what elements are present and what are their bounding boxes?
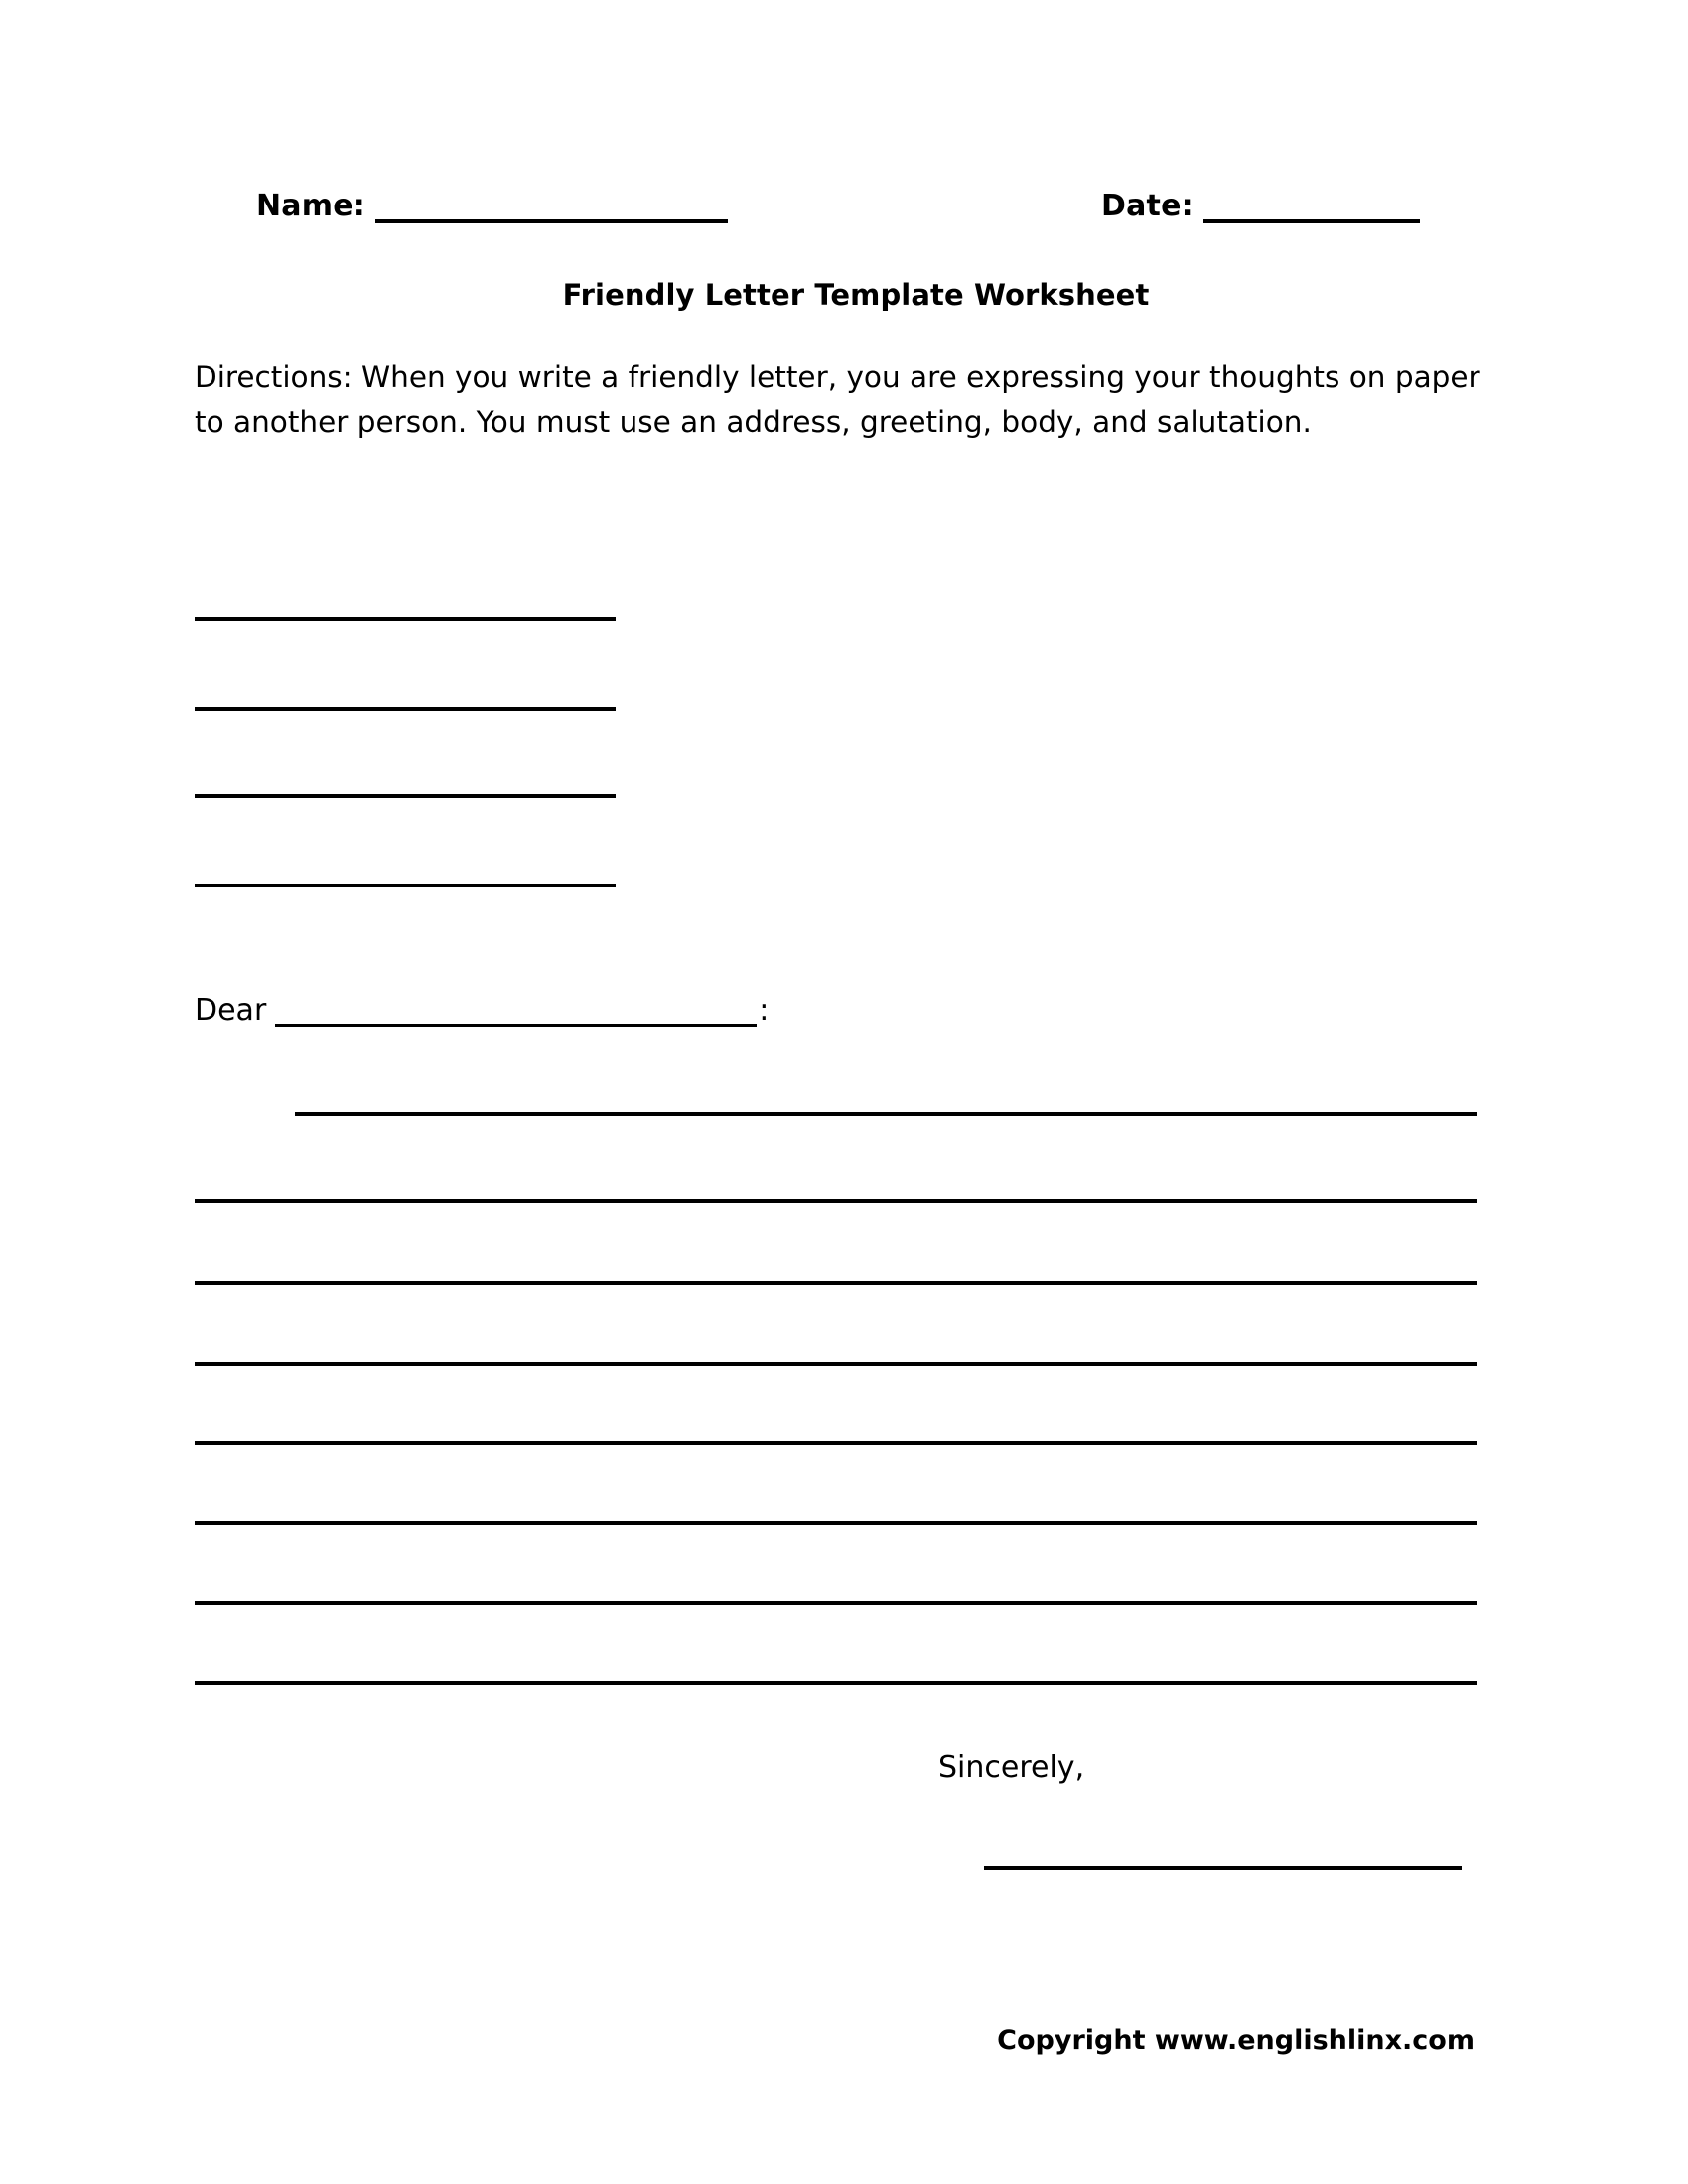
address-line-3[interactable]	[195, 794, 616, 798]
copyright-notice: Copyright www.englishlinx.com	[997, 2025, 1475, 2056]
directions-text: Directions: When you write a friendly letter, you are expressing your thoughts on paper to another person. You must use an address, greeting, body, and salutation.	[195, 360, 1480, 439]
address-line-1[interactable]	[195, 617, 616, 621]
body-line-7[interactable]	[195, 1601, 1477, 1605]
signature-line[interactable]	[984, 1866, 1462, 1870]
page-title-text: Friendly Letter Template Worksheet	[562, 278, 1150, 312]
name-field-group	[256, 189, 728, 223]
address-line-4[interactable]	[195, 884, 616, 887]
body-line-1[interactable]	[295, 1112, 1477, 1116]
greeting-name-line[interactable]	[275, 998, 757, 1027]
name-input-line[interactable]	[375, 194, 728, 223]
greeting-colon: :	[759, 993, 770, 1027]
body-line-6[interactable]	[195, 1521, 1477, 1525]
closing-text: Sincerely,	[938, 1750, 1085, 1785]
body-line-5[interactable]	[195, 1441, 1477, 1445]
date-label: Date:	[1101, 189, 1194, 223]
address-line-2[interactable]	[195, 707, 616, 711]
body-line-4[interactable]	[195, 1362, 1477, 1366]
dear-label: Dear	[195, 993, 267, 1027]
body-line-8[interactable]	[195, 1681, 1477, 1685]
name-label: Name:	[256, 189, 365, 223]
date-field-group	[1101, 189, 1420, 223]
body-line-3[interactable]	[195, 1281, 1477, 1285]
greeting-row	[195, 993, 769, 1027]
body-line-2[interactable]	[195, 1199, 1477, 1203]
page-title	[0, 278, 1688, 312]
header-row	[256, 189, 1448, 238]
date-input-line[interactable]	[1203, 194, 1420, 223]
